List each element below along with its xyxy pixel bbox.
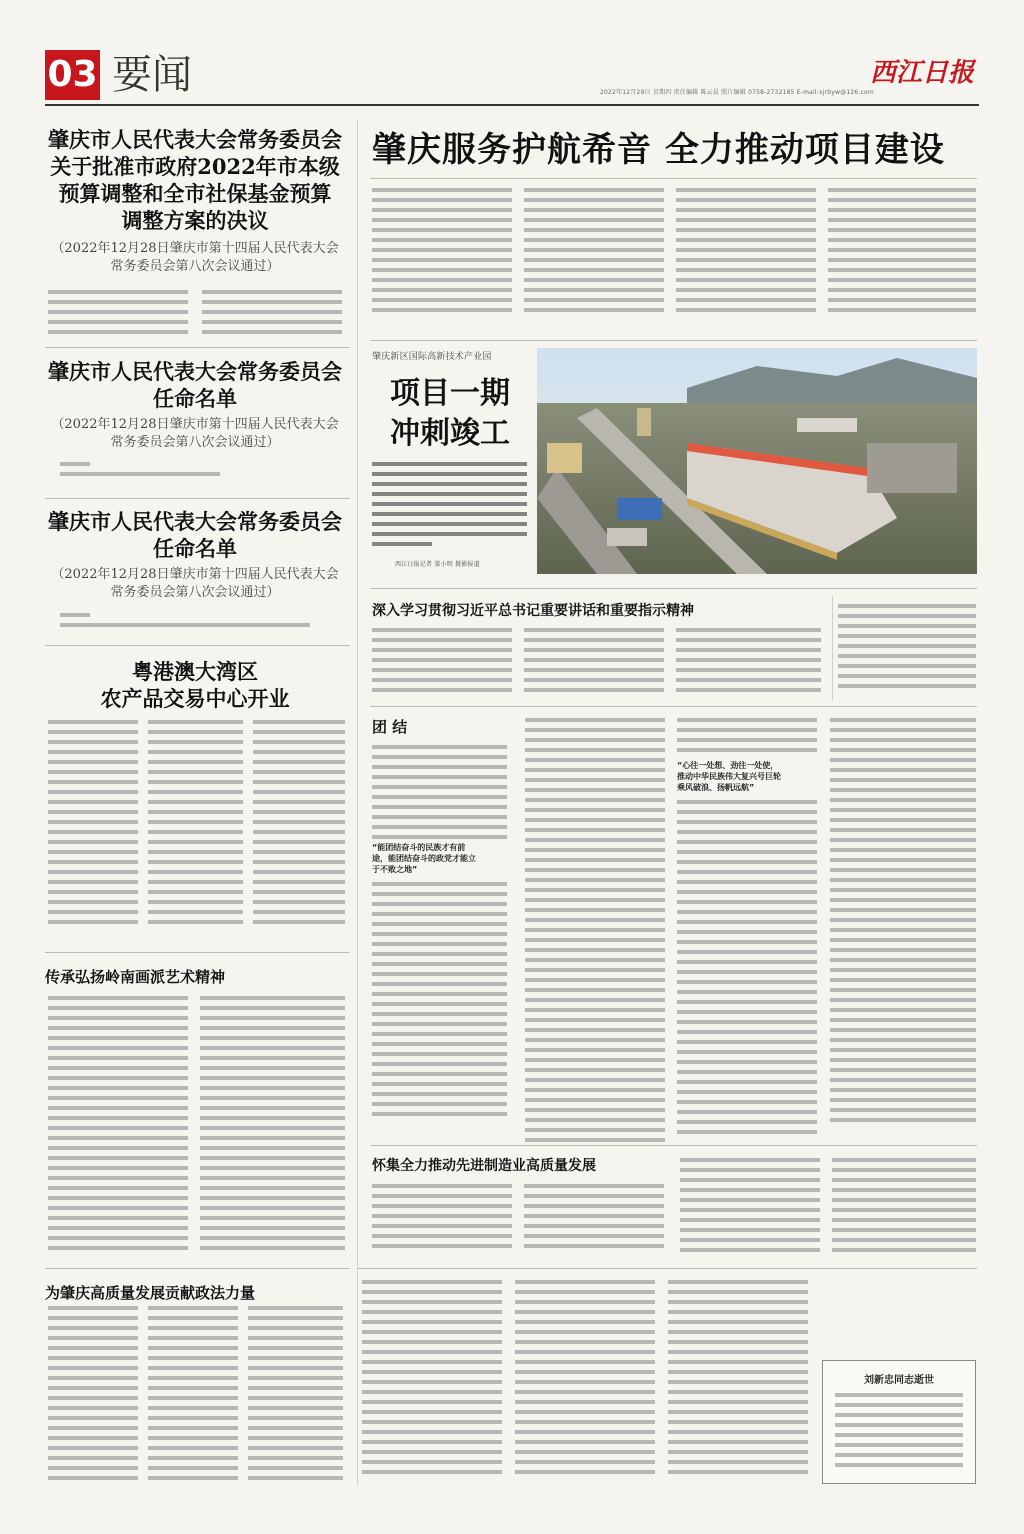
article-title-appointments-1: 肇庆市人民代表大会常务委员会 任命名单	[48, 359, 342, 411]
article-subtitle: （2022年12月28日肇庆市第十四届人民代表大会 常务委员会第八次会议通过）	[51, 417, 339, 450]
photo-story-title: 项目一期 冲刺竣工	[390, 376, 510, 451]
divider	[45, 645, 350, 646]
divider	[45, 347, 350, 348]
article-body-text	[48, 720, 138, 930]
divider	[45, 1268, 350, 1269]
article-body-text	[832, 1158, 976, 1258]
article-body-text	[248, 1306, 343, 1486]
divider	[45, 498, 350, 499]
article-title-manufacturing: 怀集全力推动先进制造业高质量发展	[372, 1158, 596, 1174]
article-body-text	[525, 718, 665, 1148]
article-body-text	[676, 188, 816, 318]
photo-kicker: 肇庆新区国际高新技术产业园	[372, 352, 492, 362]
article-body-text	[148, 720, 243, 930]
article-subtitle: （2022年12月28日肇庆市第十四届人民代表大会 常务委员会第八次会议通过）	[51, 567, 339, 600]
divider	[370, 1145, 977, 1146]
article-body-text	[200, 996, 345, 1256]
pull-quote: “能团结奋斗的民族才有前 途，能团结奋斗的政党才能立 于不败之地”	[372, 843, 476, 874]
article-body-text	[372, 745, 507, 845]
obituary-body-text	[835, 1393, 963, 1473]
article-body-text	[524, 628, 664, 698]
section-title: 要闻	[112, 52, 192, 98]
article-title-unity: 团 结	[372, 718, 408, 736]
article-title-appointments-2: 肇庆市人民代表大会常务委员会 任命名单	[48, 509, 342, 561]
divider	[370, 340, 977, 341]
article-title-lingnan-art: 传承弘扬岭南画派艺术精神	[45, 968, 226, 986]
article-body-text	[524, 188, 664, 318]
aerial-photo	[537, 348, 977, 574]
article-body-text	[515, 1280, 655, 1480]
article-body-text	[838, 604, 976, 694]
article-body-text	[372, 1184, 512, 1254]
article-body-text	[677, 800, 817, 1140]
article-body-text	[60, 462, 220, 482]
photo-credit: 西江日报记者 梁小明 摄影报道	[395, 561, 480, 568]
divider	[370, 588, 977, 589]
article-body-text	[148, 1306, 238, 1486]
article-title-political-legal: 为肇庆高质量发展贡献政法力量	[45, 1284, 256, 1302]
article-body-text	[828, 188, 976, 318]
article-body-text	[362, 1280, 502, 1480]
header-meta: 2022年12月29日 星期四 责任编辑 陈云晨 照片编辑 0758-2732185 E-mail:xjrbyw@126.com	[600, 89, 874, 96]
article-body-text	[677, 718, 817, 758]
article-body-text	[48, 996, 188, 1256]
article-title-study: 深入学习贯彻习近平总书记重要讲话和重要指示精神	[372, 603, 694, 619]
article-body-text	[372, 628, 512, 698]
article-body-text	[676, 628, 821, 698]
divider	[45, 952, 350, 953]
main-headline: 肇庆服务护航希音 全力推动项目建设	[372, 130, 945, 170]
divider	[358, 1268, 977, 1269]
divider	[370, 706, 977, 707]
photo-caption-text	[372, 462, 527, 552]
article-body-text	[372, 882, 507, 1122]
article-body-text	[668, 1280, 808, 1480]
obituary-title: 刘新忠同志逝世	[864, 1375, 934, 1386]
page-number-badge: 03	[45, 50, 100, 100]
obituary-notice-box	[822, 1360, 976, 1484]
article-body-text	[253, 720, 345, 930]
article-body-text	[60, 613, 310, 633]
article-body-text	[372, 188, 512, 318]
article-body-text	[524, 1184, 664, 1254]
article-subtitle: （2022年12月28日肇庆市第十四届人民代表大会 常务委员会第八次会议通过）	[51, 241, 339, 274]
article-body-text	[830, 718, 976, 1128]
divider	[370, 178, 977, 179]
newspaper-logo: 西江日报	[870, 58, 975, 88]
article-title-agri-center: 粤港澳大湾区 农产品交易中心开业	[100, 659, 290, 711]
article-body-text	[202, 290, 342, 340]
header-rule	[45, 104, 979, 106]
column-divider	[357, 120, 358, 1485]
column-divider	[832, 596, 833, 701]
industrial-park-aerial-image	[537, 348, 977, 574]
article-title-budget-resolution: 肇庆市人民代表大会常务委员会 关于批准市政府2022年市本级 预算调整和全市社保基金预算 调整方案的决议	[48, 127, 342, 233]
article-body-text	[48, 1306, 138, 1486]
article-body-text	[48, 290, 188, 340]
article-body-text	[680, 1158, 820, 1258]
pull-quote: “心往一处想、劲往一处使， 推动中华民族伟大复兴号巨轮 乘风破浪、扬帆远航”	[677, 761, 781, 792]
